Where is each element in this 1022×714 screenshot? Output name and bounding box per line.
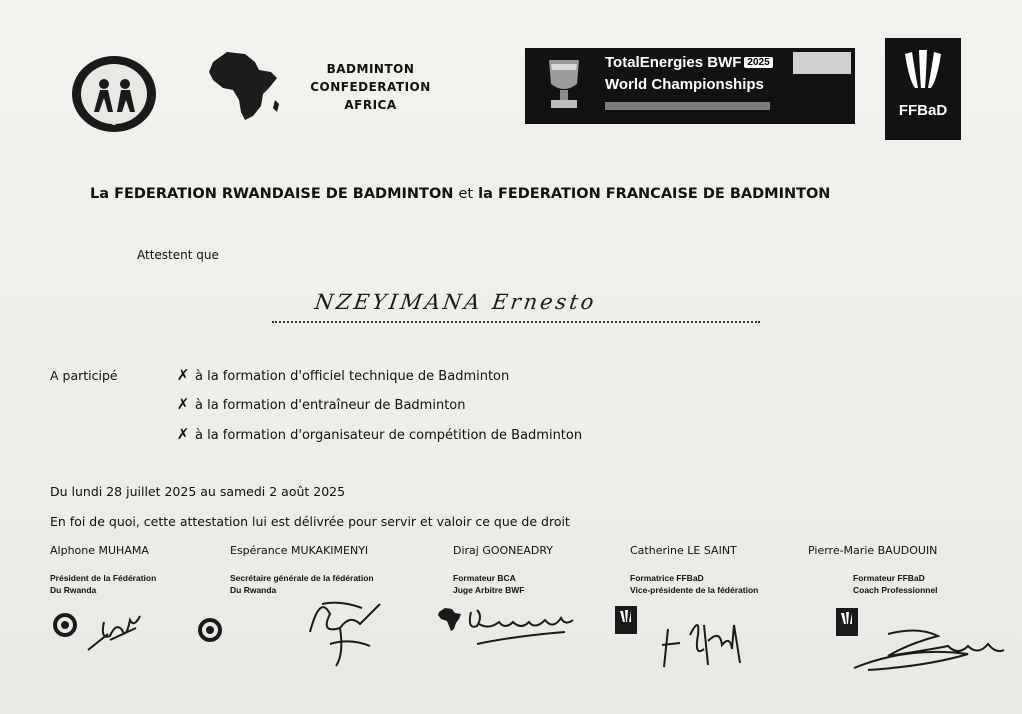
ffbad-text: FFBaD — [898, 102, 948, 119]
bca-line-3: AFRICA — [344, 98, 397, 112]
signatory-name-1: Alphone MUHAMA — [50, 544, 149, 557]
rwanda-federation-logo — [70, 54, 158, 134]
option-text: à la formation d'entraîneur de Badminton — [195, 398, 466, 413]
signature-3 — [465, 600, 580, 655]
bwf-partner-logos — [793, 52, 851, 74]
signatory-role-1 — [50, 572, 156, 596]
bwf-title-text: TotalEnergies BWF — [605, 54, 742, 71]
bwf-sponsor-strip — [605, 102, 770, 110]
option-text: à la formation d'officiel technique de Badminton — [195, 369, 510, 384]
bwf-year: 2025 — [744, 57, 772, 68]
role-line: Juge Arbitre BWF — [453, 585, 525, 595]
heading-org-rwanda: La FEDERATION RWANDAISE DE BADMINTON — [90, 186, 454, 202]
role-line: Coach Professionnel — [853, 585, 938, 595]
bca-title — [288, 60, 453, 114]
option-coach — [176, 395, 465, 413]
role-line: Du Rwanda — [230, 585, 277, 595]
role-line: Vice-présidente de la fédération — [630, 585, 759, 595]
signatory-name-2: Espérance MUKAKIMENYI — [230, 544, 369, 557]
signature-1 — [80, 600, 150, 660]
signature-2 — [300, 584, 390, 670]
trophy-icon — [535, 54, 593, 116]
attest-label: Attestent que — [137, 248, 219, 262]
bwf-title — [605, 54, 773, 71]
signatory-role-5 — [853, 572, 938, 596]
signature-4 — [660, 605, 750, 673]
role-line: Formateur BCA — [453, 573, 516, 583]
signatory-name-4: Catherine LE SAINT — [630, 544, 737, 557]
bwf-subtitle: World Championships — [605, 76, 764, 93]
option-technical-official — [176, 366, 509, 384]
bwf-championships-banner — [525, 48, 855, 124]
ffbad-emblem-icon — [615, 606, 637, 634]
role-line: Formatrice FFBaD — [630, 573, 704, 583]
bca-line-1: BADMINTON — [326, 62, 415, 76]
africa-emblem-icon — [437, 606, 463, 632]
training-dates: Du lundi 28 juillet 2025 au samedi 2 août 2025 — [50, 484, 346, 499]
role-line: Formateur FFBaD — [853, 573, 925, 583]
attestation-statement: En foi de quoi, cette attestation lui est délivrée pour servir et valoir ce que de droit — [50, 514, 570, 529]
role-line: Président de la Fédération — [50, 573, 157, 583]
bca-line-2: CONFEDERATION — [310, 80, 431, 94]
rwanda-federation-emblem-icon — [52, 612, 78, 638]
checkmark-icon: ✗ — [176, 366, 190, 384]
signatory-role-3 — [453, 572, 524, 596]
checkmark-icon: ✗ — [176, 395, 190, 413]
checkmark-icon: ✗ — [176, 425, 190, 443]
role-line: Du Rwanda — [50, 585, 97, 595]
role-line: Secrétaire générale de la fédération — [230, 573, 374, 583]
rwanda-federation-emblem-icon — [197, 617, 223, 643]
signature-5 — [848, 626, 1008, 676]
option-text: à la formation d'organisateur de compétition de Badminton — [195, 428, 583, 443]
heading-org-france: la FEDERATION FRANCAISE DE BADMINTON — [478, 186, 831, 202]
participation-label: A participé — [50, 368, 118, 383]
signatory-name-3: Diraj GOONEADRY — [453, 544, 554, 557]
heading-conjunction: et — [458, 186, 474, 202]
shuttlecock-icon — [899, 46, 947, 94]
certificate-heading — [90, 186, 940, 202]
participant-name: NZEYIMANA Ernesto — [313, 290, 599, 314]
signatory-name-5: Pierre-Marie BAUDOUIN — [808, 544, 938, 557]
ffbad-logo — [885, 38, 961, 140]
signatory-role-4 — [630, 572, 758, 596]
option-competition-organizer — [176, 425, 582, 443]
africa-map-icon — [205, 48, 285, 122]
